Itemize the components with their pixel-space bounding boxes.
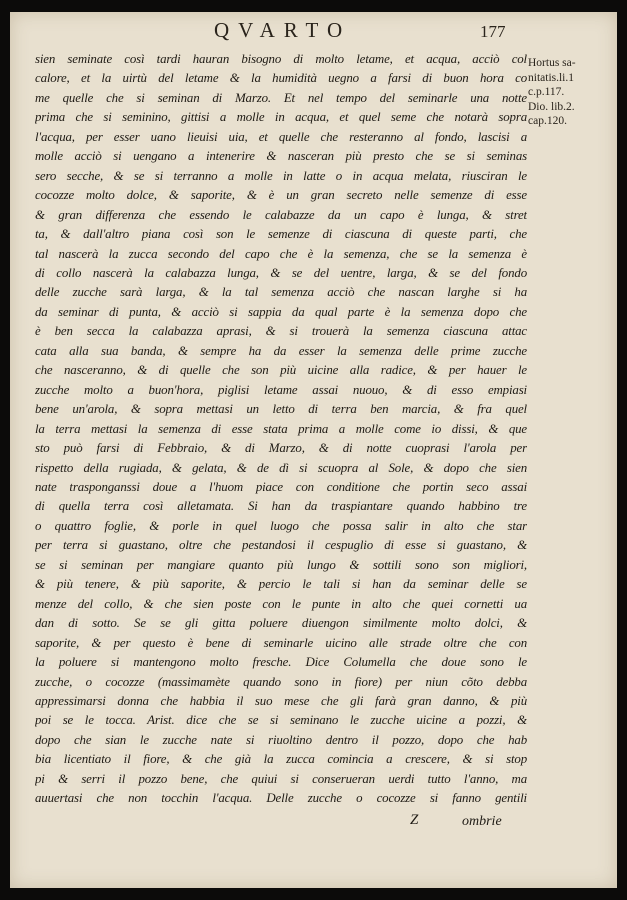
text-line: molle acciò si uengano a intenerire & nasceran più presto che se si seminas <box>35 149 527 164</box>
text-line: zucche, o cocozze (massimamète quando sono in fiore) per niun cõto debba <box>35 674 527 689</box>
text-line: nate trasponganssi doue a l'huom piace con conditione che portin seco assai <box>35 479 527 494</box>
marginal-note-line: c.p.117. <box>528 86 565 98</box>
text-line: delle zucche sarà larga, & la tal semenza acciò che nascan larghe si ha <box>35 285 527 300</box>
text-line: bene un'arola, & sopra mettasi un letto di terra ben marcia, & fra quel <box>35 402 527 417</box>
text-line: o quattro foglie, & porle in quel luogo che possa salir in alto che star <box>35 518 527 533</box>
text-line: dopo che sian le zucche nate si riuoltino dentro il pozzo, dopo che hab <box>35 732 527 747</box>
text-line: se si seminan per mangiare quanto più lungo & sottili sono son migliori, <box>35 557 527 572</box>
text-line: dan di sotto. Se se gli gitta poluere diuengon similmente molto dolci, & <box>35 616 527 631</box>
body-text <box>35 50 527 809</box>
text-line: zucche molto a buon'hora, piglisi letame assai nuouo, & di esso empiasi <box>35 382 527 397</box>
text-line: pi & serri il pozzo bene, che quiui si conserueran uerdi tutto l'anno, ma <box>35 771 527 786</box>
text-line: da seminar di punta, & acciò si sappia da qual parte è la semenza dopo che <box>35 304 527 319</box>
text-line: è ben secca la calabazza aprasi, & si trouerà la semenza ciascuna attac <box>35 324 527 339</box>
marginal-note <box>528 56 614 129</box>
text-line: per terra si guastano, oltre che pestandosi il cespuglio di esse si guastano, & <box>35 538 527 553</box>
text-line: la poluere si mantengono molto fresche. Dice Columella che doue sono le <box>35 655 527 670</box>
text-line: l'acqua, per esser uano lieuisi uia, et quelle che resteranno al fondo, lascisi a <box>35 129 527 144</box>
text-line: di collo nascerà la calabazza lunga, & se del uentre, larga, & se del fondo <box>35 265 527 280</box>
running-title: QVARTO <box>214 18 352 42</box>
text-line: che nasceranno, & di quelle che son più uicine alla radice, & per hauer le <box>35 363 527 378</box>
text-line: di quella terra così alletamata. Si han da traspiantare quando habbino tre <box>35 499 527 514</box>
catchword: ombrie <box>462 814 502 829</box>
text-line: bia licentiato il fiore, & che già la zucca comincia a crescere, & si stop <box>35 752 527 767</box>
text-line: saporite, & per questo è bene di seminarle uicino alle strade oltre che con <box>35 635 527 650</box>
text-line: rispetto della rugiada, & gelata, & de dì si scuopra al Sole, & dopo che sien <box>35 460 527 475</box>
text-line: cocozze molto dolce, & saporite, & è un gran secreto nelle semenze di esse <box>35 188 527 203</box>
book-page <box>10 12 617 888</box>
text-line: sien seminate così tardi hauran bisogno di molto letame, et acqua, acciò col <box>35 52 527 66</box>
marginal-note-line: Hortus sa- <box>528 57 576 69</box>
text-line: sero secche, & se si terranno a molle in latte o in acqua melata, riusciran le <box>35 168 527 183</box>
marginal-note-line: cap.120. <box>528 115 567 127</box>
page-number: 177 <box>480 22 506 41</box>
text-line: calore, et la uirtù del letame & la humidità uegno a farsi di buon hora co <box>35 71 527 86</box>
text-line: poi se le tocca. Arist. dice che se si seminano le zucche uicine a pozzi, & <box>35 713 527 728</box>
text-line: tal nascerà la zucca secondo del capo che è la semenza, che se la semenza è <box>35 246 527 261</box>
text-line: & più tenere, & più saporite, & percio le tali si han da seminar delle se <box>35 577 527 592</box>
text-line: cata alla sua banda, & sempre ha da esser la semenza delle prime zucche <box>35 343 527 358</box>
text-line: & gran differenza che essendo le calabazze da un capo è lunga, & stret <box>35 207 527 222</box>
marginal-note-line: Dio. lib.2. <box>528 100 575 113</box>
text-line: me quelle che si seminan di Marzo. Et nel tempo del seminarle una notte <box>35 90 527 105</box>
text-line: appressimarsi donna che habbia il suo mese che gli farà gran danno, & più <box>35 693 527 708</box>
text-line: auuertasi che non tocchin l'acqua. Delle zucche o cocozze si fanno gentili <box>35 791 527 806</box>
text-line: sto può farsi di Febbraio, & di Marzo, & di notte cuoprasi l'arola per <box>35 441 527 456</box>
marginal-note-line: nitatis.li.1 <box>528 71 574 84</box>
text-line: la terra mettasi la semenza di esse stata prima a molle come io dissi, & que <box>35 421 527 436</box>
text-line: ta, & dall'altro piana così son le semenze di ciascuna di queste parti, che <box>35 227 527 242</box>
signature-mark: Z <box>410 812 419 828</box>
text-line: menze del collo, & che sien poste con le punte in alto che quei cornetti ua <box>35 596 527 611</box>
text-line: prima che si seminino, gittisi a molle in acqua, et quel seme che notarà sopra <box>35 110 527 125</box>
